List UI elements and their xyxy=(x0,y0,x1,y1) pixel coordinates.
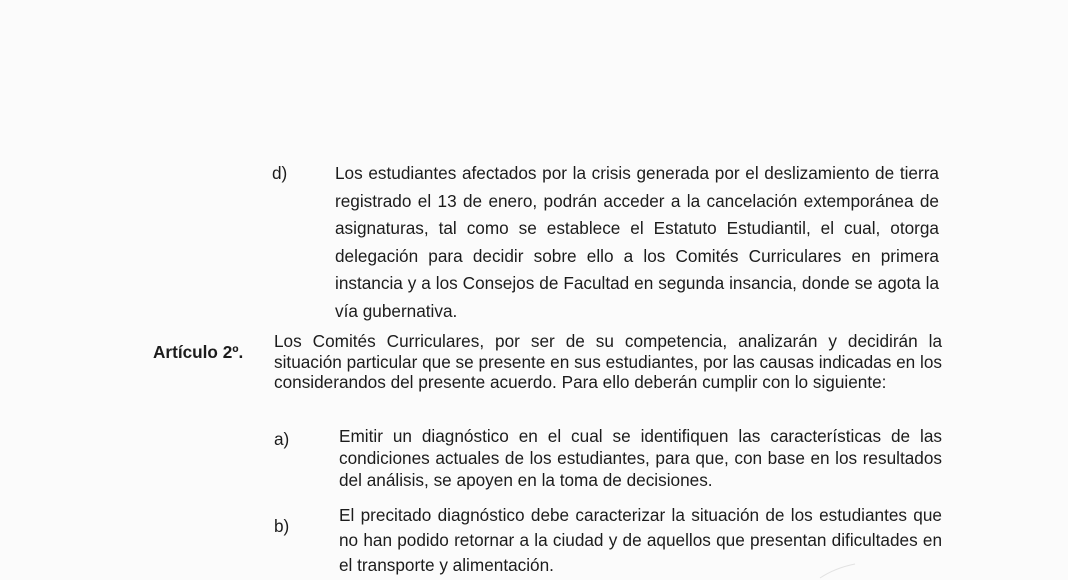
list-marker-a: a) xyxy=(274,429,290,449)
list-item-b-text: El precitado diagnóstico debe caracterizar la situación de los estudiantes que no han podido retornar a la ciudad y de aquellos que presentan dificultades en el transporte y alimentación. xyxy=(339,505,942,575)
list-item-d-text: Los estudiantes afectados por la crisis generada por el deslizamiento de tierra registrado el 13 de enero, podrán acceder a la cancelación extemporánea de asignaturas, tal como se establece el Estatuto Estudiantil, el cual, otorga delegación para decidir sobre ello a los Comités Curriculares en primera instancia y a los Consejos de Facultad en segunda insancia, donde se agota la vía gubernativa. xyxy=(335,163,939,321)
list-item-a-text: Emitir un diagnóstico en el cual se identifiquen las características de las condiciones actuales de los estudiantes, para que, con base en los resultados del análisis, se apoyen en la toma de decisiones. xyxy=(339,426,942,490)
list-marker-b: b) xyxy=(274,516,290,536)
list-marker-d: d) xyxy=(272,163,288,183)
article-2-heading: Artículo 2º. xyxy=(153,342,244,362)
scan-artifact xyxy=(815,560,875,580)
article-2-text: Los Comités Curriculares, por ser de su competencia, analizarán y decidirán la situación particular que se presente en sus estudiantes, por las causas indicadas en los considerandos del presente acuerdo. Para ello deberán cumplir con lo siguiente: xyxy=(274,331,942,392)
